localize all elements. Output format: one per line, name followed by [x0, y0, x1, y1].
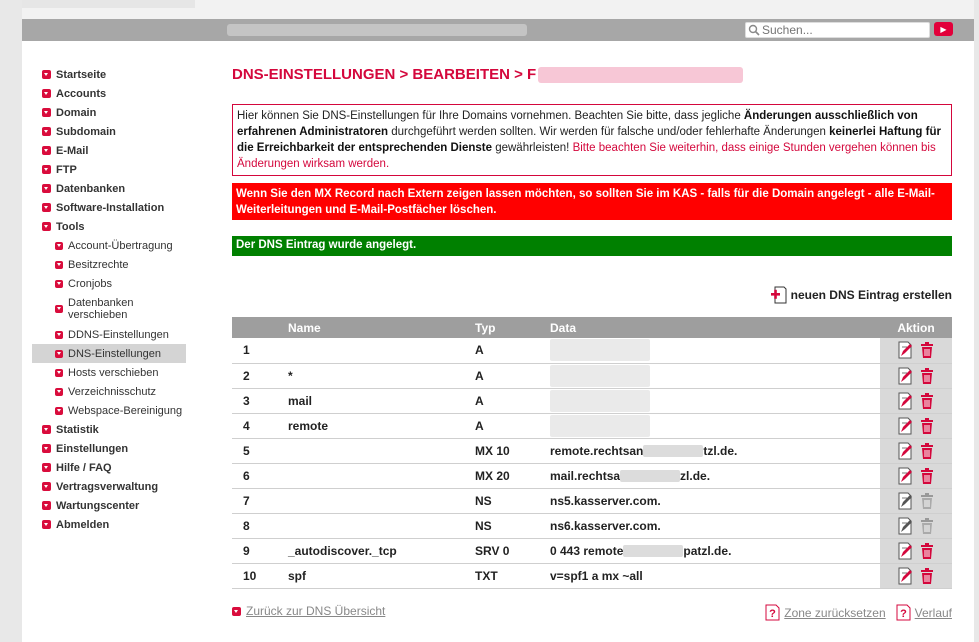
arrow-bullet-icon [42, 165, 51, 174]
cell-actions [880, 513, 952, 538]
arrow-bullet-icon [232, 607, 241, 616]
sidebar-subitem-besitzrechte[interactable]: Besitzrechte [32, 255, 186, 274]
cell-data [550, 413, 880, 438]
sidebar-subitem-webspace-bereinigung[interactable]: Webspace-Bereinigung [32, 401, 186, 420]
cell-data: ns6.kasserver.com. [550, 513, 880, 538]
cell-actions [880, 538, 952, 563]
cell-name [288, 488, 475, 513]
cell-typ: A [475, 363, 550, 388]
reset-zone-link[interactable]: ? Zone zurücksetzen [765, 604, 885, 621]
sidebar-item-ftp[interactable]: FTP [32, 160, 186, 179]
cell-name: remote [288, 413, 475, 438]
cell-nr: 4 [232, 413, 288, 438]
redacted-text [643, 445, 703, 457]
column-header-aktion: Aktion [880, 317, 952, 338]
edit-icon[interactable] [896, 567, 914, 585]
sidebar-item-hilfe-faq[interactable]: Hilfe / FAQ [32, 458, 186, 477]
cell-name [288, 463, 475, 488]
table-header-row [232, 317, 952, 338]
trash-icon[interactable] [918, 367, 936, 385]
new-dns-entry-link[interactable]: neuen DNS Eintrag erstellen [771, 286, 952, 304]
arrow-bullet-icon [55, 280, 63, 288]
column-header-typ: Typ [475, 317, 550, 338]
cell-actions [880, 563, 952, 588]
cell-typ: A [475, 413, 550, 438]
cell-actions [880, 463, 952, 488]
cell-data [550, 388, 880, 413]
column-header-name: Name [288, 317, 475, 338]
edit-icon[interactable] [896, 492, 914, 510]
table-row [232, 338, 952, 363]
history-link[interactable]: ? Verlauf [896, 604, 952, 621]
svg-text:?: ? [899, 608, 907, 620]
arrow-bullet-icon [55, 261, 63, 269]
cell-name: spf [288, 563, 475, 588]
trash-icon[interactable] [918, 341, 936, 359]
sidebar-nav [32, 65, 186, 534]
sidebar-subitem-cronjobs[interactable]: Cronjobs [32, 274, 186, 293]
edit-icon[interactable] [896, 392, 914, 410]
cell-data: remote.rechtsan tzl.de. [550, 438, 880, 463]
arrow-bullet-icon [42, 444, 51, 453]
column-header-data: Data [550, 317, 880, 338]
cell-actions [880, 413, 952, 438]
arrow-bullet-icon [55, 350, 63, 358]
cell-typ: MX 20 [475, 463, 550, 488]
redacted-header-text [227, 24, 527, 36]
table-row [232, 413, 952, 438]
cell-name [288, 438, 475, 463]
edit-icon[interactable] [896, 341, 914, 359]
arrow-bullet-icon [55, 331, 63, 339]
cell-data [550, 338, 880, 363]
mx-warning-banner: Wenn Sie den MX Record nach Extern zeigen lassen möchten, so sollten Sie im KAS - falls für die Domain angelegt - alle E-Mail-Weiterleitungen und E-Mail-Postfächer löschen. [232, 183, 952, 220]
top-strip [22, 0, 974, 19]
edit-icon[interactable] [896, 517, 914, 535]
sidebar-item-abmelden[interactable]: Abmelden [32, 515, 186, 534]
table-row [232, 563, 952, 588]
cell-nr: 6 [232, 463, 288, 488]
redacted-text [623, 545, 683, 557]
arrow-bullet-icon [42, 482, 51, 491]
cell-name: * [288, 363, 475, 388]
edit-icon[interactable] [896, 442, 914, 460]
cell-typ: A [475, 388, 550, 413]
cell-name [288, 338, 475, 363]
arrow-bullet-icon [42, 108, 51, 117]
sidebar-subitem-verzeichnisschutz[interactable]: Verzeichnisschutz [32, 382, 186, 401]
trash-icon[interactable] [918, 542, 936, 560]
cell-data: 0 443 remote patzl.de. [550, 538, 880, 563]
redacted-ip [550, 339, 650, 361]
cell-data [550, 363, 880, 388]
cell-typ: SRV 0 [475, 538, 550, 563]
arrow-bullet-icon [42, 425, 51, 434]
trash-icon[interactable] [918, 567, 936, 585]
arrow-bullet-icon [42, 146, 51, 155]
cell-typ: TXT [475, 563, 550, 588]
sidebar-item-datenbanken[interactable]: Datenbanken [32, 179, 186, 198]
success-banner: Der DNS Eintrag wurde angelegt. [232, 236, 952, 256]
table-row [232, 363, 952, 388]
arrow-bullet-icon [55, 407, 63, 415]
redacted-ip [550, 390, 650, 412]
edit-icon[interactable] [896, 467, 914, 485]
arrow-bullet-icon [42, 222, 51, 231]
arrow-bullet-icon [42, 184, 51, 193]
arrow-bullet-icon [55, 242, 63, 250]
back-to-dns-overview-link[interactable]: Zurück zur DNS Übersicht [232, 604, 385, 618]
cell-nr: 5 [232, 438, 288, 463]
cell-typ: NS [475, 488, 550, 513]
sidebar-item-vertragsverwaltung[interactable]: Vertragsverwaltung [32, 477, 186, 496]
help-document-icon [896, 604, 911, 621]
svg-text:?: ? [769, 608, 777, 620]
search-icon [748, 24, 760, 36]
sidebar-item-startseite[interactable]: Startseite [32, 65, 186, 84]
sidebar-item-email[interactable]: E-Mail [32, 141, 186, 160]
arrow-bullet-icon [42, 203, 51, 212]
redacted-ip [550, 415, 650, 437]
arrow-bullet-icon [42, 463, 51, 472]
edit-icon[interactable] [896, 367, 914, 385]
edit-icon[interactable] [896, 417, 914, 435]
footer-actions [755, 604, 952, 621]
trash-icon[interactable] [918, 417, 936, 435]
cell-actions [880, 488, 952, 513]
redacted-text [620, 470, 680, 482]
cell-actions [880, 388, 952, 413]
cell-actions [880, 338, 952, 363]
cell-typ: NS [475, 513, 550, 538]
cell-nr: 7 [232, 488, 288, 513]
page-frame [22, 0, 974, 642]
sidebar-item-software-installation[interactable]: Software-Installation [32, 198, 186, 217]
table-row [232, 438, 952, 463]
cell-nr: 2 [232, 363, 288, 388]
sidebar-subitem-hosts-verschieben[interactable]: Hosts verschieben [32, 363, 186, 382]
table-row [232, 388, 952, 413]
dns-records-table [232, 317, 952, 589]
sidebar-item-accounts[interactable]: Accounts [32, 84, 186, 103]
trash-icon[interactable] [918, 392, 936, 410]
new-document-icon [771, 286, 787, 304]
arrow-bullet-icon [42, 520, 51, 529]
cell-nr: 9 [232, 538, 288, 563]
search-input[interactable] [745, 22, 930, 38]
search-submit-button[interactable]: ▶ [934, 22, 953, 36]
trash-icon [918, 517, 936, 535]
table-row [232, 538, 952, 563]
sidebar-item-domain[interactable]: Domain [32, 103, 186, 122]
sidebar-item-statistik[interactable]: Statistik [32, 420, 186, 439]
arrow-bullet-icon [42, 127, 51, 136]
sidebar-subitem-dns-einstellungen[interactable]: DNS-Einstellungen [32, 344, 186, 363]
sidebar-item-subdomain[interactable]: Subdomain [32, 122, 186, 141]
sidebar-subitem-datenbanken-verschieben[interactable]: Datenbanken verschieben [32, 293, 186, 325]
cell-nr: 3 [232, 388, 288, 413]
cell-actions [880, 438, 952, 463]
arrow-bullet-icon [55, 305, 63, 313]
arrow-bullet-icon [55, 388, 63, 396]
arrow-bullet-icon [42, 70, 51, 79]
header-bar [22, 19, 974, 41]
cell-data: ns5.kasserver.com. [550, 488, 880, 513]
sidebar-subitem-ddns-einstellungen[interactable]: DDNS-Einstellungen [32, 325, 186, 344]
cell-actions [880, 363, 952, 388]
page-title: DNS-EINSTELLUNGEN > BEARBEITEN > F [232, 66, 743, 83]
cell-data: v=spf1 a mx ~all [550, 563, 880, 588]
redacted-ip [550, 365, 650, 387]
help-document-icon [765, 604, 780, 621]
edit-icon[interactable] [896, 542, 914, 560]
cell-typ: MX 10 [475, 438, 550, 463]
cell-name [288, 513, 475, 538]
sidebar-item-wartungscenter[interactable]: Wartungscenter [32, 496, 186, 515]
arrow-bullet-icon [55, 369, 63, 377]
table-row [232, 463, 952, 488]
cell-typ: A [475, 338, 550, 363]
trash-icon [918, 492, 936, 510]
trash-icon[interactable] [918, 467, 936, 485]
arrow-bullet-icon [42, 89, 51, 98]
cell-nr: 1 [232, 338, 288, 363]
trash-icon[interactable] [918, 442, 936, 460]
sidebar-item-tools[interactable]: Tools [32, 217, 186, 236]
cell-data: mail.rechtsa zl.de. [550, 463, 880, 488]
cell-nr: 8 [232, 513, 288, 538]
cell-name: mail [288, 388, 475, 413]
sidebar-subitem-account-uebertragung[interactable]: Account-Übertragung [32, 236, 186, 255]
column-header-nr [232, 317, 288, 338]
table-row [232, 488, 952, 513]
cell-nr: 10 [232, 563, 288, 588]
table-row [232, 513, 952, 538]
cell-name: _autodiscover._tcp [288, 538, 475, 563]
redacted-domain [538, 67, 743, 83]
arrow-bullet-icon [42, 501, 51, 510]
info-notice: Hier können Sie DNS-Einstellungen für Ihre Domains vornehmen. Beachten Sie bitte, dass jegliche Änderungen ausschließlich von erfahrenen Administratoren durchgeführt werden sollten. Wir werden für falsche und/oder fehlerhafte Änderungen keinerlei Haftung für die Erreichbarkeit der entsprechenden Dienste gewährleisten! Bitte beachten Sie weiterhin, dass einige Stunden vergehen können bis Änderungen wirksam werden. [232, 104, 952, 176]
sidebar-item-einstellungen[interactable]: Einstellungen [32, 439, 186, 458]
